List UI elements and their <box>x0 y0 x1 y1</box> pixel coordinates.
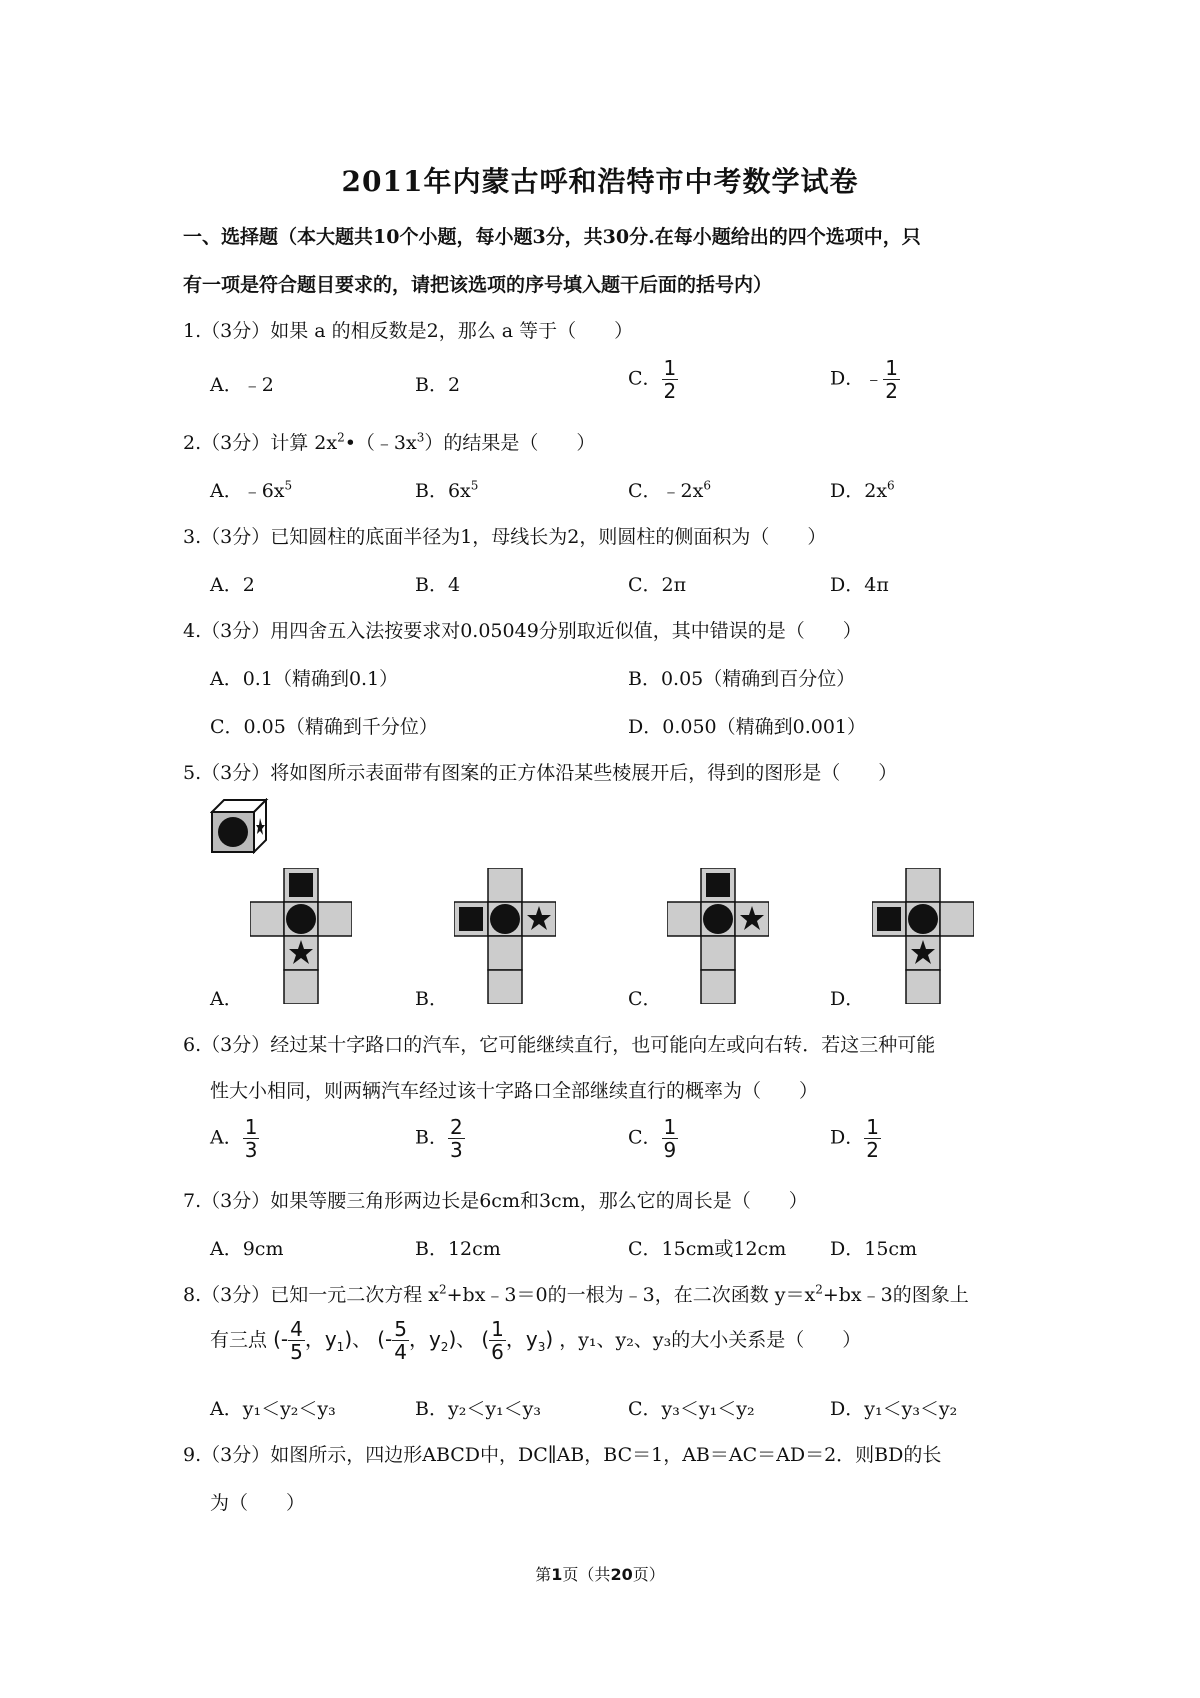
q1-stem: 1.（3分）如果 a 的相反数是2，那么 a 等于（ ） <box>183 320 634 342</box>
q8-stem-line1: 8.（3分）已知一元二次方程 $x^2+bx﹣3=0$的一根为﹣3，在二次函数 $y=x^2+bx﹣3$的图象上 <box>183 1282 969 1306</box>
q3-option-a: A．2 <box>210 574 255 596</box>
net-a-figure <box>250 868 352 1004</box>
q5-option-d: D． <box>830 988 865 1010</box>
q6-stem-line1: 6.（3分）经过某十字路口的汽车，它可能继续直行，也可能向左或向右转．若这三种可能 <box>183 1034 936 1056</box>
q2-stem: 2.（3分）计算 $2x^2•(﹣3x^3)$的结果是（ ） <box>183 430 596 454</box>
q8-option-c: C．y₃＜y₁＜y₂ <box>628 1398 755 1420</box>
q2-option-d: D．$2x^6$ <box>830 478 895 502</box>
q3-option-d: D．4π <box>830 574 889 596</box>
q1-option-d: D．﹣ $\frac{1}{2}$ <box>830 356 898 403</box>
q5-stem: 5.（3分）将如图所示表面带有图案的正方体沿某些棱展开后，得到的图形是（ ） <box>183 762 898 784</box>
point-2: (- $\frac{5}{4}$ ，$y_2$) <box>377 1317 457 1364</box>
q1-option-b: B．2 <box>415 374 461 396</box>
q6-option-c: C． $\frac{1}{9}$ <box>628 1115 677 1162</box>
q8-option-b: B．y₂＜y₁＜y₃ <box>415 1398 542 1420</box>
net-c-figure <box>667 868 769 1004</box>
page-footer: 第1页（共20页） <box>535 1565 665 1584</box>
section-header-line2: 有一项是符合题目要求的，请把该选项的序号填入题干后面的括号内） <box>183 274 773 296</box>
q2-option-a: A．$﹣6x^5$ <box>210 478 293 502</box>
q3-option-c: C．2π <box>628 574 687 596</box>
q4-stem: 4.（3分）用四舍五入法按要求对0.05049分别取近似值，其中错误的是（ ） <box>183 620 862 642</box>
q7-option-c: C．15cm或12cm <box>628 1238 787 1260</box>
section-header-line1: 一、选择题（本大题共10个小题，每小题3分，共30分.在每小题给出的四个选项中，只 <box>183 226 921 248</box>
fraction: $\frac{1}{2}$ <box>885 356 898 403</box>
q2-option-b: B．$6x^5$ <box>415 478 479 502</box>
q2-option-c: C．$﹣2x^6$ <box>628 478 711 502</box>
q9-stem-line1: 9.（3分）如图所示，四边形ABCD中，DC∥AB，BC＝1，AB＝AC＝AD＝2．则BD的长 <box>183 1444 942 1466</box>
q6-stem-line2: 性大小相同，则两辆汽车经过该十字路口全部继续直行的概率为（ ） <box>210 1080 819 1102</box>
q6-option-a: A． $\frac{1}{3}$ <box>210 1115 258 1162</box>
q7-stem: 7.（3分）如果等腰三角形两边长是6cm和3cm，那么它的周长是（ ） <box>183 1190 808 1212</box>
q6-option-b: B． $\frac{2}{3}$ <box>415 1115 463 1162</box>
q4-option-a: A．0.1（精确到0.1） <box>210 668 399 690</box>
q5-option-c: C． <box>628 988 662 1010</box>
fraction: $\frac{2}{3}$ <box>449 1115 463 1162</box>
q5-option-a: A． <box>210 988 243 1010</box>
q9-stem-line2: 为（ ） <box>210 1492 306 1514</box>
q8-option-a: A．y₁＜y₂＜y₃ <box>210 1398 336 1420</box>
q3-option-b: B．4 <box>415 574 461 596</box>
q7-option-b: B．12cm <box>415 1238 501 1260</box>
q4-option-d: D．0.050（精确到0.001） <box>628 716 867 738</box>
fraction: $\frac{1}{3}$ <box>244 1115 258 1162</box>
fraction: $\frac{1}{2}$ <box>663 356 677 403</box>
q5-option-b: B． <box>415 988 448 1010</box>
q8-option-d: D．y₁＜y₃＜y₂ <box>830 1398 958 1420</box>
q7-option-a: A．9cm <box>210 1238 284 1260</box>
net-d-figure <box>872 868 974 1004</box>
point-1: (- $\frac{4}{5}$ ，$y_1$) <box>273 1317 353 1364</box>
fraction: $\frac{1}{9}$ <box>663 1115 677 1162</box>
q1-option-a: A．﹣2 <box>210 374 274 396</box>
q8-stem-line2: 有三点 (- $\frac{4}{5}$ ，$y_1$)、 (- $\frac{5}{4}$ ，$y_2$)、 ( $\frac{1}{6}$ ，$y_3$) ，y₁、y₂、y₃的大小关系是（ ） <box>210 1317 862 1364</box>
q4-option-c: C．0.05（精确到千分位） <box>210 716 438 738</box>
fraction: $\frac{1}{2}$ <box>866 1115 879 1162</box>
q3-stem: 3.（3分）已知圆柱的底面半径为1，母线长为2，则圆柱的侧面积为（ ） <box>183 526 827 548</box>
q7-option-d: D．15cm <box>830 1238 918 1260</box>
q6-option-d: D． $\frac{1}{2}$ <box>830 1115 879 1162</box>
page-title: 2011年内蒙古呼和浩特市中考数学试卷 <box>341 165 859 198</box>
q1-option-c: C． $\frac{1}{2}$ <box>628 356 677 403</box>
point-3: ( $\frac{1}{6}$ ，$y_3$) <box>481 1317 554 1364</box>
q4-option-b: B．0.05（精确到百分位） <box>628 668 856 690</box>
cube-figure <box>210 798 270 854</box>
net-b-figure <box>454 868 556 1004</box>
